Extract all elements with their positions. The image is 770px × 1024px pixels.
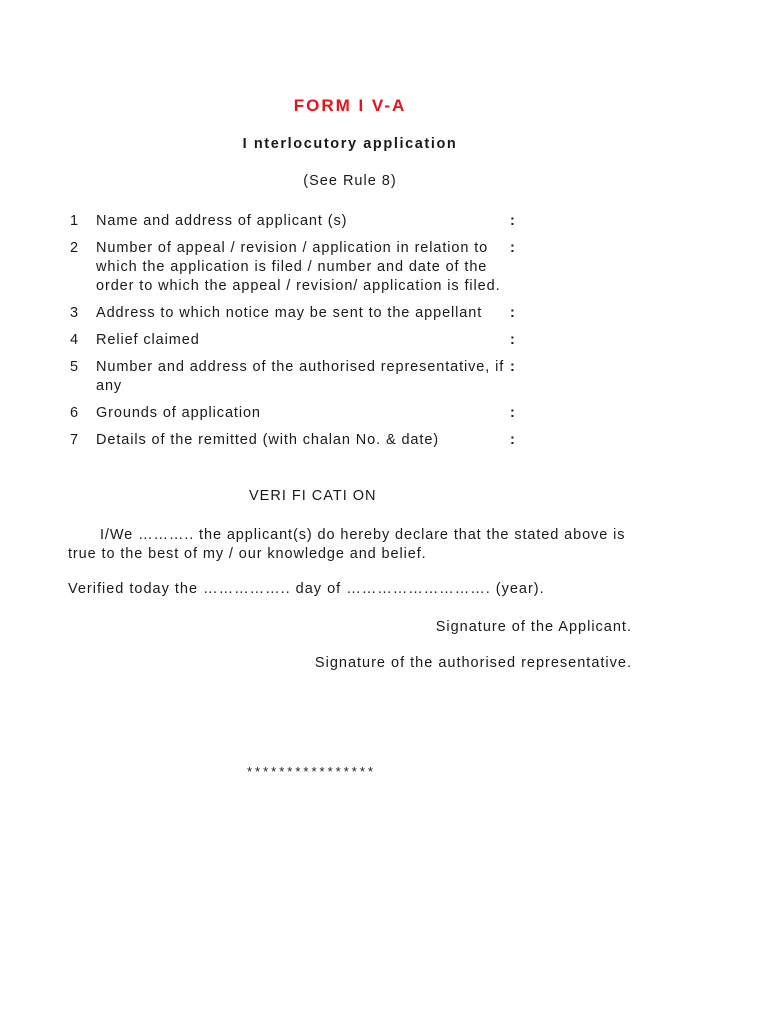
item-number: 2	[70, 240, 79, 256]
item-number: 7	[70, 432, 79, 448]
item-number: 5	[70, 359, 79, 375]
form-title: FORM I V-A	[293, 96, 407, 115]
end-of-form-stars: ****************	[247, 764, 376, 779]
item-colon: :	[510, 213, 516, 229]
item-number: 1	[70, 213, 79, 229]
declaration-text: I/We ……….. the applicant(s) do hereby declare that the stated above is true to the best of my / our knowledge and belief.	[68, 527, 626, 562]
item-colon: :	[510, 305, 516, 321]
signature-representative: Signature of the authorised representative.	[314, 655, 632, 671]
form-item	[70, 404, 540, 423]
form-items-list	[70, 212, 540, 458]
item-text: Relief claimed	[96, 332, 200, 348]
rule-reference: (See Rule 8)	[303, 173, 397, 189]
item-colon: :	[510, 240, 516, 256]
verification-heading: VERI FI CATI ON	[249, 488, 377, 504]
item-text: Number and address of the authorised representative, if any	[96, 359, 505, 394]
item-colon: :	[510, 405, 516, 421]
item-number: 4	[70, 332, 79, 348]
form-item	[70, 212, 540, 231]
form-item	[70, 304, 540, 323]
form-item	[70, 431, 540, 450]
item-colon: :	[510, 432, 516, 448]
signature-applicant: Signature of the Applicant.	[435, 619, 632, 635]
item-text: Address to which notice may be sent to the appellant	[96, 305, 483, 321]
item-number: 6	[70, 405, 79, 421]
item-text: Grounds of application	[96, 405, 261, 421]
item-colon: :	[510, 359, 516, 375]
form-subtitle: I nterlocutory application	[242, 136, 458, 152]
item-text: Details of the remitted (with chalan No. & date)	[96, 432, 440, 448]
verified-date-line: Verified today the …………….. day of ………………………. (year).	[68, 581, 545, 597]
item-number: 3	[70, 305, 79, 321]
form-item	[70, 239, 540, 296]
form-item	[70, 358, 540, 396]
item-colon: :	[510, 332, 516, 348]
form-item	[70, 331, 540, 350]
item-text: Number of appeal / revision / application in relation to which the application is filed / number and date of the order to which the appeal / revision/ application is filed.	[96, 240, 501, 294]
item-text: Name and address of applicant (s)	[96, 213, 348, 229]
